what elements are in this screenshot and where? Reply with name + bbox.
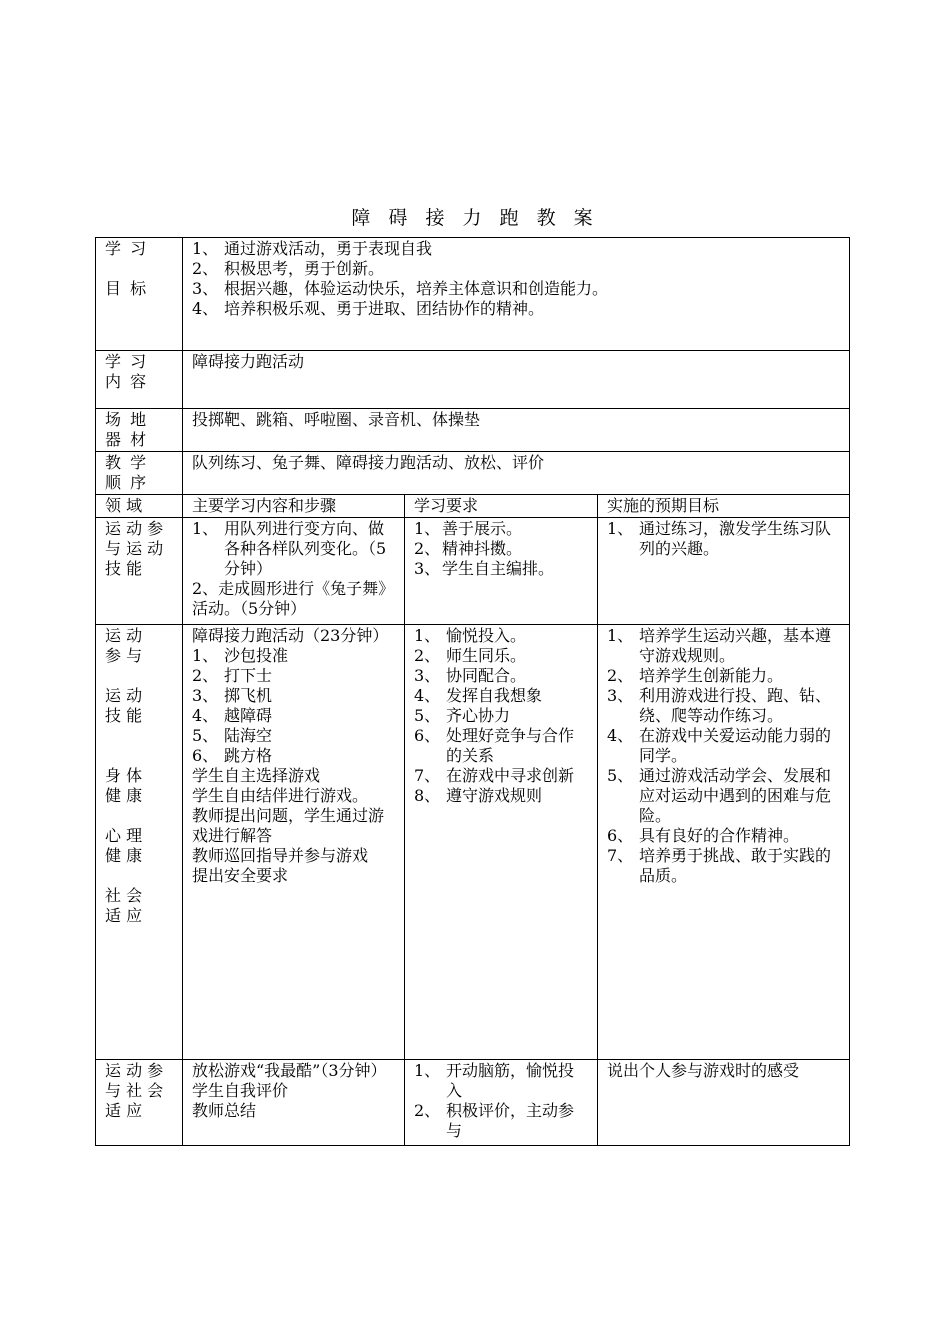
domain-line: 身 体	[105, 766, 143, 785]
list-item: 4、 在游戏中关爱运动能力弱的同学。	[607, 726, 832, 765]
domain-line: 健 康	[105, 786, 143, 805]
list-item: 4、 越障碍	[192, 706, 273, 725]
step-text: 障碍接力跑活动（23分钟）	[192, 626, 389, 645]
sequence-text: 队列练习、兔子舞、障碍接力跑活动、放松、评价	[183, 452, 850, 495]
label-line: 场 地	[105, 410, 149, 429]
label-line: 顺 序	[105, 473, 149, 492]
list-item: 3、 利用游戏进行投、跑、钻、绕、爬等动作练习。	[607, 686, 832, 725]
section1-row	[96, 518, 850, 625]
list-item: 5、 陆海空	[192, 726, 273, 745]
list-item: 1、 善于展示。	[414, 519, 523, 538]
section2-row	[96, 625, 850, 1060]
header-requirements: 学习要求	[405, 495, 598, 518]
list-item: 3、 根据兴趣，体验运动快乐，培养主体意识和创造能力。	[192, 279, 609, 298]
step-text: 提出安全要求	[192, 866, 289, 885]
domain-line: 技 能	[105, 706, 143, 725]
section1-steps	[183, 518, 405, 625]
list-item: 5、 齐心协力	[414, 706, 511, 725]
content-row	[96, 351, 850, 409]
sequence-label	[96, 452, 183, 495]
section3-requirements	[405, 1060, 598, 1146]
list-item: 5、 通过游戏活动学会、发展和应对运动中遇到的困难与危险。	[607, 766, 832, 825]
lesson-plan-table	[95, 237, 850, 1146]
section3-steps	[183, 1060, 405, 1146]
list-item: 2、 培养学生创新能力。	[607, 666, 784, 685]
step-text: 学生自由结伴进行游戏。	[192, 786, 369, 805]
list-item: 2、 打下士	[192, 666, 273, 685]
label-line: 目 标	[105, 279, 149, 298]
section3-row	[96, 1060, 850, 1146]
step-text: 教师提出问题，学生通过游戏进行解答	[192, 806, 385, 845]
domain-line: 社 会	[105, 886, 143, 905]
section1-domain	[96, 518, 183, 625]
list-item: 6、 处理好竞争与合作的关系	[414, 726, 575, 765]
section2-domain	[96, 625, 183, 1060]
step-text: 教师巡回指导并参与游戏	[192, 846, 369, 865]
section3-domain	[96, 1060, 183, 1146]
list-item: 3、 掷飞机	[192, 686, 273, 705]
objectives-label	[96, 238, 183, 351]
list-item: 1、 用队列进行变方向、做各种各样队列变化。（5分钟）	[192, 519, 387, 578]
list-item: 1、 培养学生运动兴趣，基本遵守游戏规则。	[607, 626, 832, 665]
header-domain: 领 域	[96, 495, 183, 518]
section2-goals	[598, 625, 850, 1060]
domain-line: 与 社 会	[105, 1081, 164, 1100]
section2-steps	[183, 625, 405, 1060]
domain-line: 运 动 参	[105, 1061, 164, 1080]
equipment-label	[96, 409, 183, 452]
objectives-content	[183, 238, 850, 351]
list-item: 7、 在游戏中寻求创新	[414, 766, 575, 785]
label-line: 器 材	[105, 430, 149, 449]
sequence-row	[96, 452, 850, 495]
domain-line: 运 动	[105, 686, 143, 705]
label-line: 学 习	[105, 239, 149, 258]
list-item: 1、 愉悦投入。	[414, 626, 527, 645]
domain-line: 心 理	[105, 826, 143, 845]
list-item: 6、 跳方格	[192, 746, 273, 765]
objectives-row	[96, 238, 850, 351]
list-item: 3、 学生自主编排。	[414, 559, 555, 578]
section1-requirements	[405, 518, 598, 625]
domain-line: 适 应	[105, 1101, 143, 1120]
label-line: 学 习	[105, 352, 149, 371]
domain-line: 参 与	[105, 646, 143, 665]
list-item: 7、 培养勇于挑战、敢于实践的品质。	[607, 846, 832, 885]
header-goals: 实施的预期目标	[598, 495, 850, 518]
equipment-row	[96, 409, 850, 452]
list-item: 1、 沙包投准	[192, 646, 289, 665]
list-item: 2、 精神抖擞。	[414, 539, 523, 558]
list-item: 2、 积极评价，主动参与	[414, 1101, 575, 1140]
step-text: 学生自主选择游戏	[192, 766, 321, 785]
list-item: 3、 协同配合。	[414, 666, 527, 685]
section1-goals	[598, 518, 850, 625]
domain-line: 运 动 参	[105, 519, 164, 538]
step-text: 放松游戏“我最酷”（3分钟）	[192, 1061, 387, 1080]
page-title: 障 碍 接 力 跑 教 案	[351, 207, 599, 229]
step-text: 教师总结	[192, 1101, 257, 1120]
equipment-text: 投掷靶、跳箱、呼啦圈、录音机、体操垫	[183, 409, 850, 452]
list-item: 2、 积极思考，勇于创新。	[192, 259, 385, 278]
domain-line: 健 康	[105, 846, 143, 865]
label-line: 内 容	[105, 372, 149, 391]
content-text: 障碍接力跑活动	[183, 351, 850, 409]
step-text: 学生自我评价	[192, 1081, 289, 1100]
list-item: 8、 遵守游戏规则	[414, 786, 543, 805]
domain-line: 运 动	[105, 626, 143, 645]
list-item: 4、 发挥自我想象	[414, 686, 543, 705]
list-item: 1、 通过游戏活动，勇于表现自我	[192, 239, 433, 258]
list-item: 1、 开动脑筋，愉悦投入	[414, 1061, 575, 1100]
list-item: 6、 具有良好的合作精神。	[607, 826, 800, 845]
label-line: 教 学	[105, 453, 149, 472]
header-row	[96, 495, 850, 518]
domain-line: 技 能	[105, 559, 143, 578]
section3-goals: 说出个人参与游戏时的感受	[598, 1060, 850, 1146]
section2-requirements	[405, 625, 598, 1060]
content-label	[96, 351, 183, 409]
domain-line: 适 应	[105, 906, 143, 925]
list-item: 2、 师生同乐。	[414, 646, 527, 665]
header-steps: 主要学习内容和步骤	[183, 495, 405, 518]
step-text: 2、走成圆形进行《兔子舞》活动。（5分钟）	[192, 579, 395, 618]
domain-line: 与 运 动	[105, 539, 164, 558]
list-item: 1、 通过练习，激发学生练习队列的兴趣。	[607, 519, 832, 558]
list-item: 4、 培养积极乐观、勇于进取、团结协作的精神。	[192, 299, 545, 318]
